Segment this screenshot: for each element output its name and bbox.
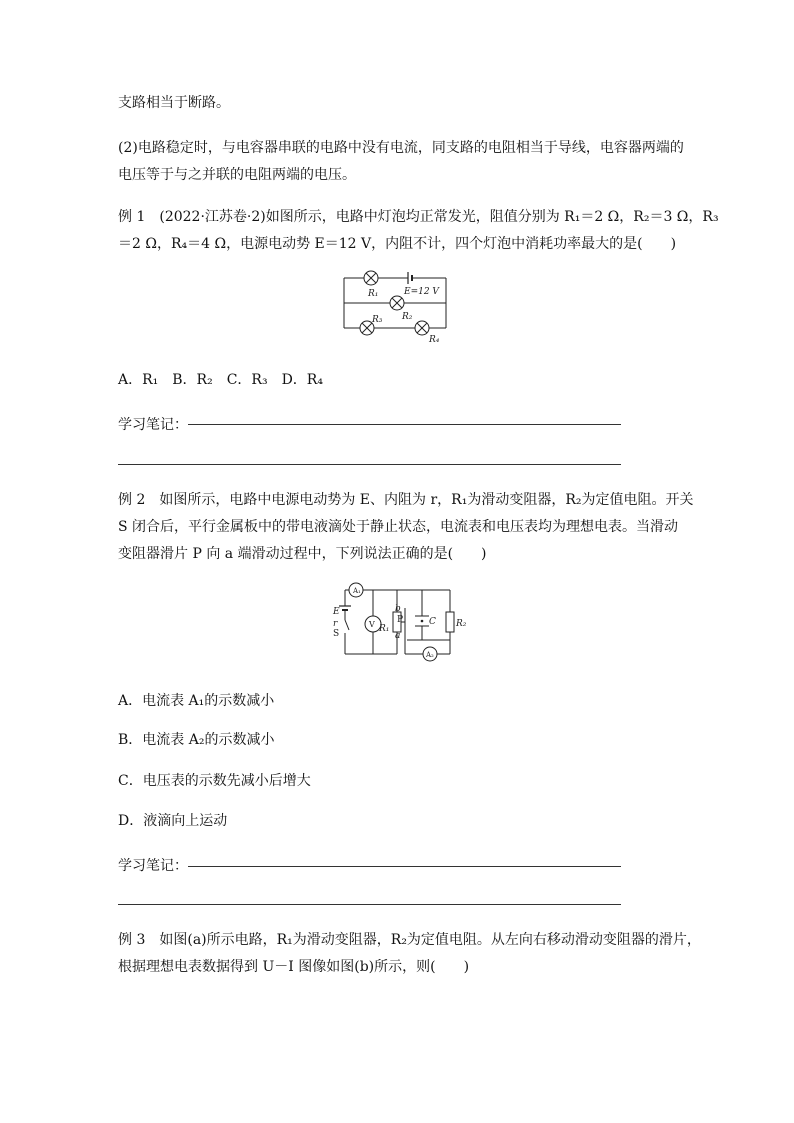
example2-option-b: B．电流表 A₂的示数减小: [118, 732, 275, 748]
capacitor-c-label: C: [429, 617, 436, 627]
example2-notes-line2: [118, 904, 621, 905]
ammeter-a1-label: A₁: [353, 587, 361, 595]
example3-question-line2: 根据理想电表数据得到 U－I 图像如图(b)所示，则( ): [118, 959, 470, 975]
example1-notes-line2: [118, 464, 621, 465]
lamp-r3-label: R₃: [372, 315, 383, 325]
lamp-r2-label: R₂: [402, 312, 413, 322]
terminal-b-label: b: [395, 604, 401, 614]
example1-question-line2: ＝2 Ω，R₄＝4 Ω，电源电动势 E＝12 V，内阻不计，四个灯泡中消耗功率最大的是( ): [118, 236, 677, 252]
example1-notes-line1: [188, 424, 621, 425]
resistor-r2-label: R₂: [456, 619, 467, 629]
example2-question-line2: S 闭合后，平行金属板中的带电液滴处于静止状态，电流表和电压表均为理想电表。当滑动: [118, 519, 679, 535]
example2-notes-label: 学习笔记：: [118, 858, 188, 874]
paragraph-2-line2: 电压等于与之并联的电阻两端的电压。: [118, 167, 356, 183]
example2-option-d: D．液滴向上运动: [118, 813, 228, 829]
paragraph-2-line1: (2)电路稳定时，与电容器串联的电路中没有电流，同支路的电阻相当于导线，电容器两端的: [118, 140, 684, 156]
voltmeter-label: V: [369, 620, 375, 629]
paragraph-continuation: 支路相当于断路。: [118, 95, 230, 111]
source-r-label: r: [333, 619, 338, 629]
switch-s-label: S: [333, 629, 340, 639]
example1-question-line1: 例 1 (2022·江苏卷·2)如图所示，电路中灯泡均正常发光，阻值分别为 R₁＝2 Ω，R₂＝3 Ω，R₃: [118, 209, 719, 225]
example1-notes-label: 学习笔记：: [118, 417, 188, 433]
example2-question-line3: 变阻器滑片 P 向 a 端滑动过程中，下列说法正确的是( ): [118, 546, 487, 562]
example2-option-c: C．电压表的示数先减小后增大: [118, 773, 311, 789]
example2-question-line1: 例 2 如图所示，电路中电源电动势为 E、内阻为 r，R₁为滑动变阻器，R₂为定值电阻。开关: [118, 492, 694, 508]
emf-label: E=12 V: [404, 287, 439, 297]
lamp-r4-label: R₄: [429, 335, 440, 345]
example2-notes-line1: [188, 866, 621, 867]
example1-options: A．R₁ B．R₂ C．R₃ D．R₄: [118, 372, 323, 388]
slider-p-label: P: [397, 615, 404, 625]
example2-option-a: A．电流表 A₁的示数减小: [118, 693, 275, 709]
example1-circuit-figure: [330, 268, 460, 352]
terminal-a-label: a: [395, 631, 401, 641]
rheostat-r1-label: R₁: [379, 624, 390, 634]
example3-question-line1: 例 3 如图(a)所示电路，R₁为滑动变阻器，R₂为定值电阻。从左向右移动滑动变阻器的滑片，: [118, 932, 701, 948]
ammeter-a2-label: A₂: [426, 651, 434, 659]
source-e-label: E: [333, 607, 340, 617]
example2-circuit-figure: [325, 578, 475, 670]
lamp-r1-label: R₁: [368, 289, 379, 299]
